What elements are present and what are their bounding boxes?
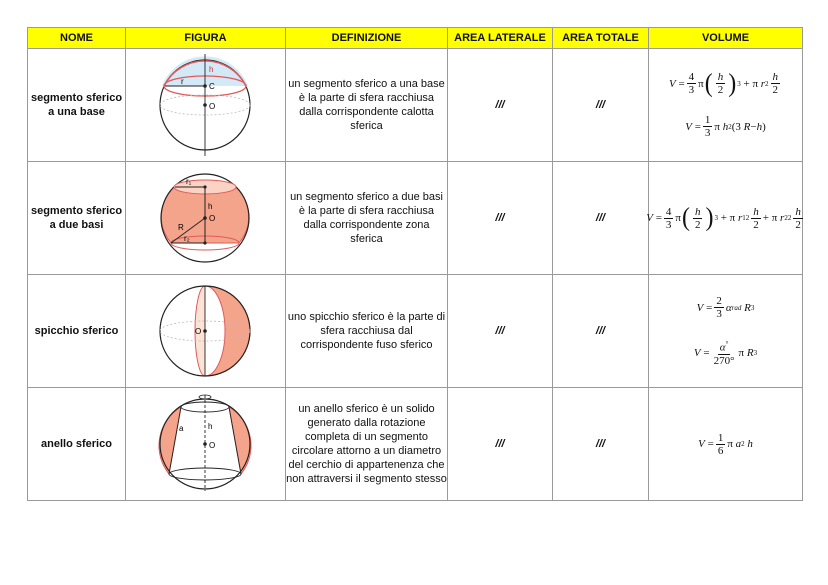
point-o	[203, 442, 207, 446]
wedge-figure	[151, 278, 261, 384]
segment-one-base-figure	[151, 52, 261, 158]
table-row	[28, 388, 803, 501]
volume-formula: V = $\frac{1}{6}$ π a 2 h	[698, 431, 753, 457]
solids-table	[27, 27, 803, 501]
label-r2: r₂	[183, 234, 190, 243]
row-definizione: un anello sferico è un solido generato dalla rotazione completa di un segmento circolare attorno a un diametro del cerchio di appartenenza che non attraversi il segmento stesso	[286, 388, 448, 501]
header-definizione: DEFINIZIONE	[286, 28, 448, 49]
ring-left-fill	[158, 407, 180, 474]
point-bottom	[203, 241, 206, 244]
volume-formula: V = $\frac{4}{3}$ π ( $\frac{h}{2}$ ) 3 + π r 1 2 $\frac{h}{2}$ + π r 2 2 $\frac{h}{2}$	[646, 203, 801, 233]
point-o	[203, 103, 207, 107]
label-a: a	[178, 424, 183, 433]
segment-two-bases-figure	[151, 165, 261, 271]
row-definizione: un segmento sferico a due basi è la parte di sfera racchiusa dalla corrispondente zona sferica	[286, 162, 448, 275]
row-nome: segmento sferico a due basi	[28, 162, 126, 275]
label-r: r	[180, 77, 184, 86]
label-o: O	[194, 327, 201, 336]
header-area-laterale: AREA LATERALE	[448, 28, 553, 49]
row-nome: spicchio sferico	[28, 275, 126, 388]
label-h: h	[208, 65, 213, 74]
row-area-totale: ///	[553, 388, 649, 501]
row-volume	[649, 275, 803, 388]
row-figura	[126, 162, 286, 275]
wedge-fill	[205, 286, 250, 376]
label-h: h	[207, 202, 212, 211]
row-area-laterale: ///	[448, 388, 553, 501]
volume-formula-2: V = $\frac{\alpha^\circ}{270^\circ}$ π R 3	[693, 340, 758, 367]
header-area-totale: AREA TOTALE	[553, 28, 649, 49]
row-figura	[126, 388, 286, 501]
point-o	[203, 216, 207, 220]
row-volume	[649, 388, 803, 501]
header-volume: VOLUME	[649, 28, 803, 49]
header-nome: NOME	[28, 28, 126, 49]
row-area-laterale: ///	[448, 275, 553, 388]
row-nome: segmento sferico a una base	[28, 49, 126, 162]
volume-formula-1: V = $\frac{4}{3}$ π ( $\frac{h}{2}$ ) 3 + π r 2 $\frac{h}{2}$	[668, 69, 779, 98]
label-o: O	[208, 441, 215, 450]
point-o	[203, 329, 207, 333]
label-h: h	[207, 422, 212, 431]
row-nome: anello sferico	[28, 388, 126, 501]
row-figura	[126, 49, 286, 162]
row-area-totale: ///	[553, 162, 649, 275]
row-volume	[646, 162, 803, 275]
row-volume	[649, 49, 803, 162]
header-figura: FIGURA	[126, 28, 286, 49]
ring-right-fill	[229, 407, 251, 474]
label-c: C	[208, 82, 215, 91]
row-area-laterale: ///	[448, 162, 553, 275]
row-definizione: uno spicchio sferico è la parte di sfera racchiusa dal corrispondente fuso sferico	[286, 275, 448, 388]
table-row	[28, 275, 803, 388]
point-top	[203, 185, 206, 188]
volume-formula-1: V = $\frac{2}{3}$ α rad R 3	[696, 295, 755, 321]
bottom-ellipse	[169, 468, 241, 480]
row-definizione: un segmento sferico a una base è la parte di sfera racchiusa dalla corrispondente calotta sferica	[286, 49, 448, 162]
table-row	[28, 49, 803, 162]
row-area-totale: ///	[553, 49, 649, 162]
label-o: O	[208, 102, 215, 111]
ring-figure	[151, 391, 261, 497]
point-c	[203, 84, 207, 88]
row-area-totale: ///	[553, 275, 649, 388]
header-row	[28, 28, 803, 49]
table-row	[28, 162, 803, 275]
label-r1: r₁	[185, 177, 191, 186]
volume-formula-2: V = $\frac{1}{3}$ π h 2 (3 R − h )	[685, 114, 766, 139]
row-area-laterale: ///	[448, 49, 553, 162]
label-big-r: R	[177, 223, 184, 232]
row-figura	[126, 275, 286, 388]
label-o: O	[208, 214, 215, 223]
